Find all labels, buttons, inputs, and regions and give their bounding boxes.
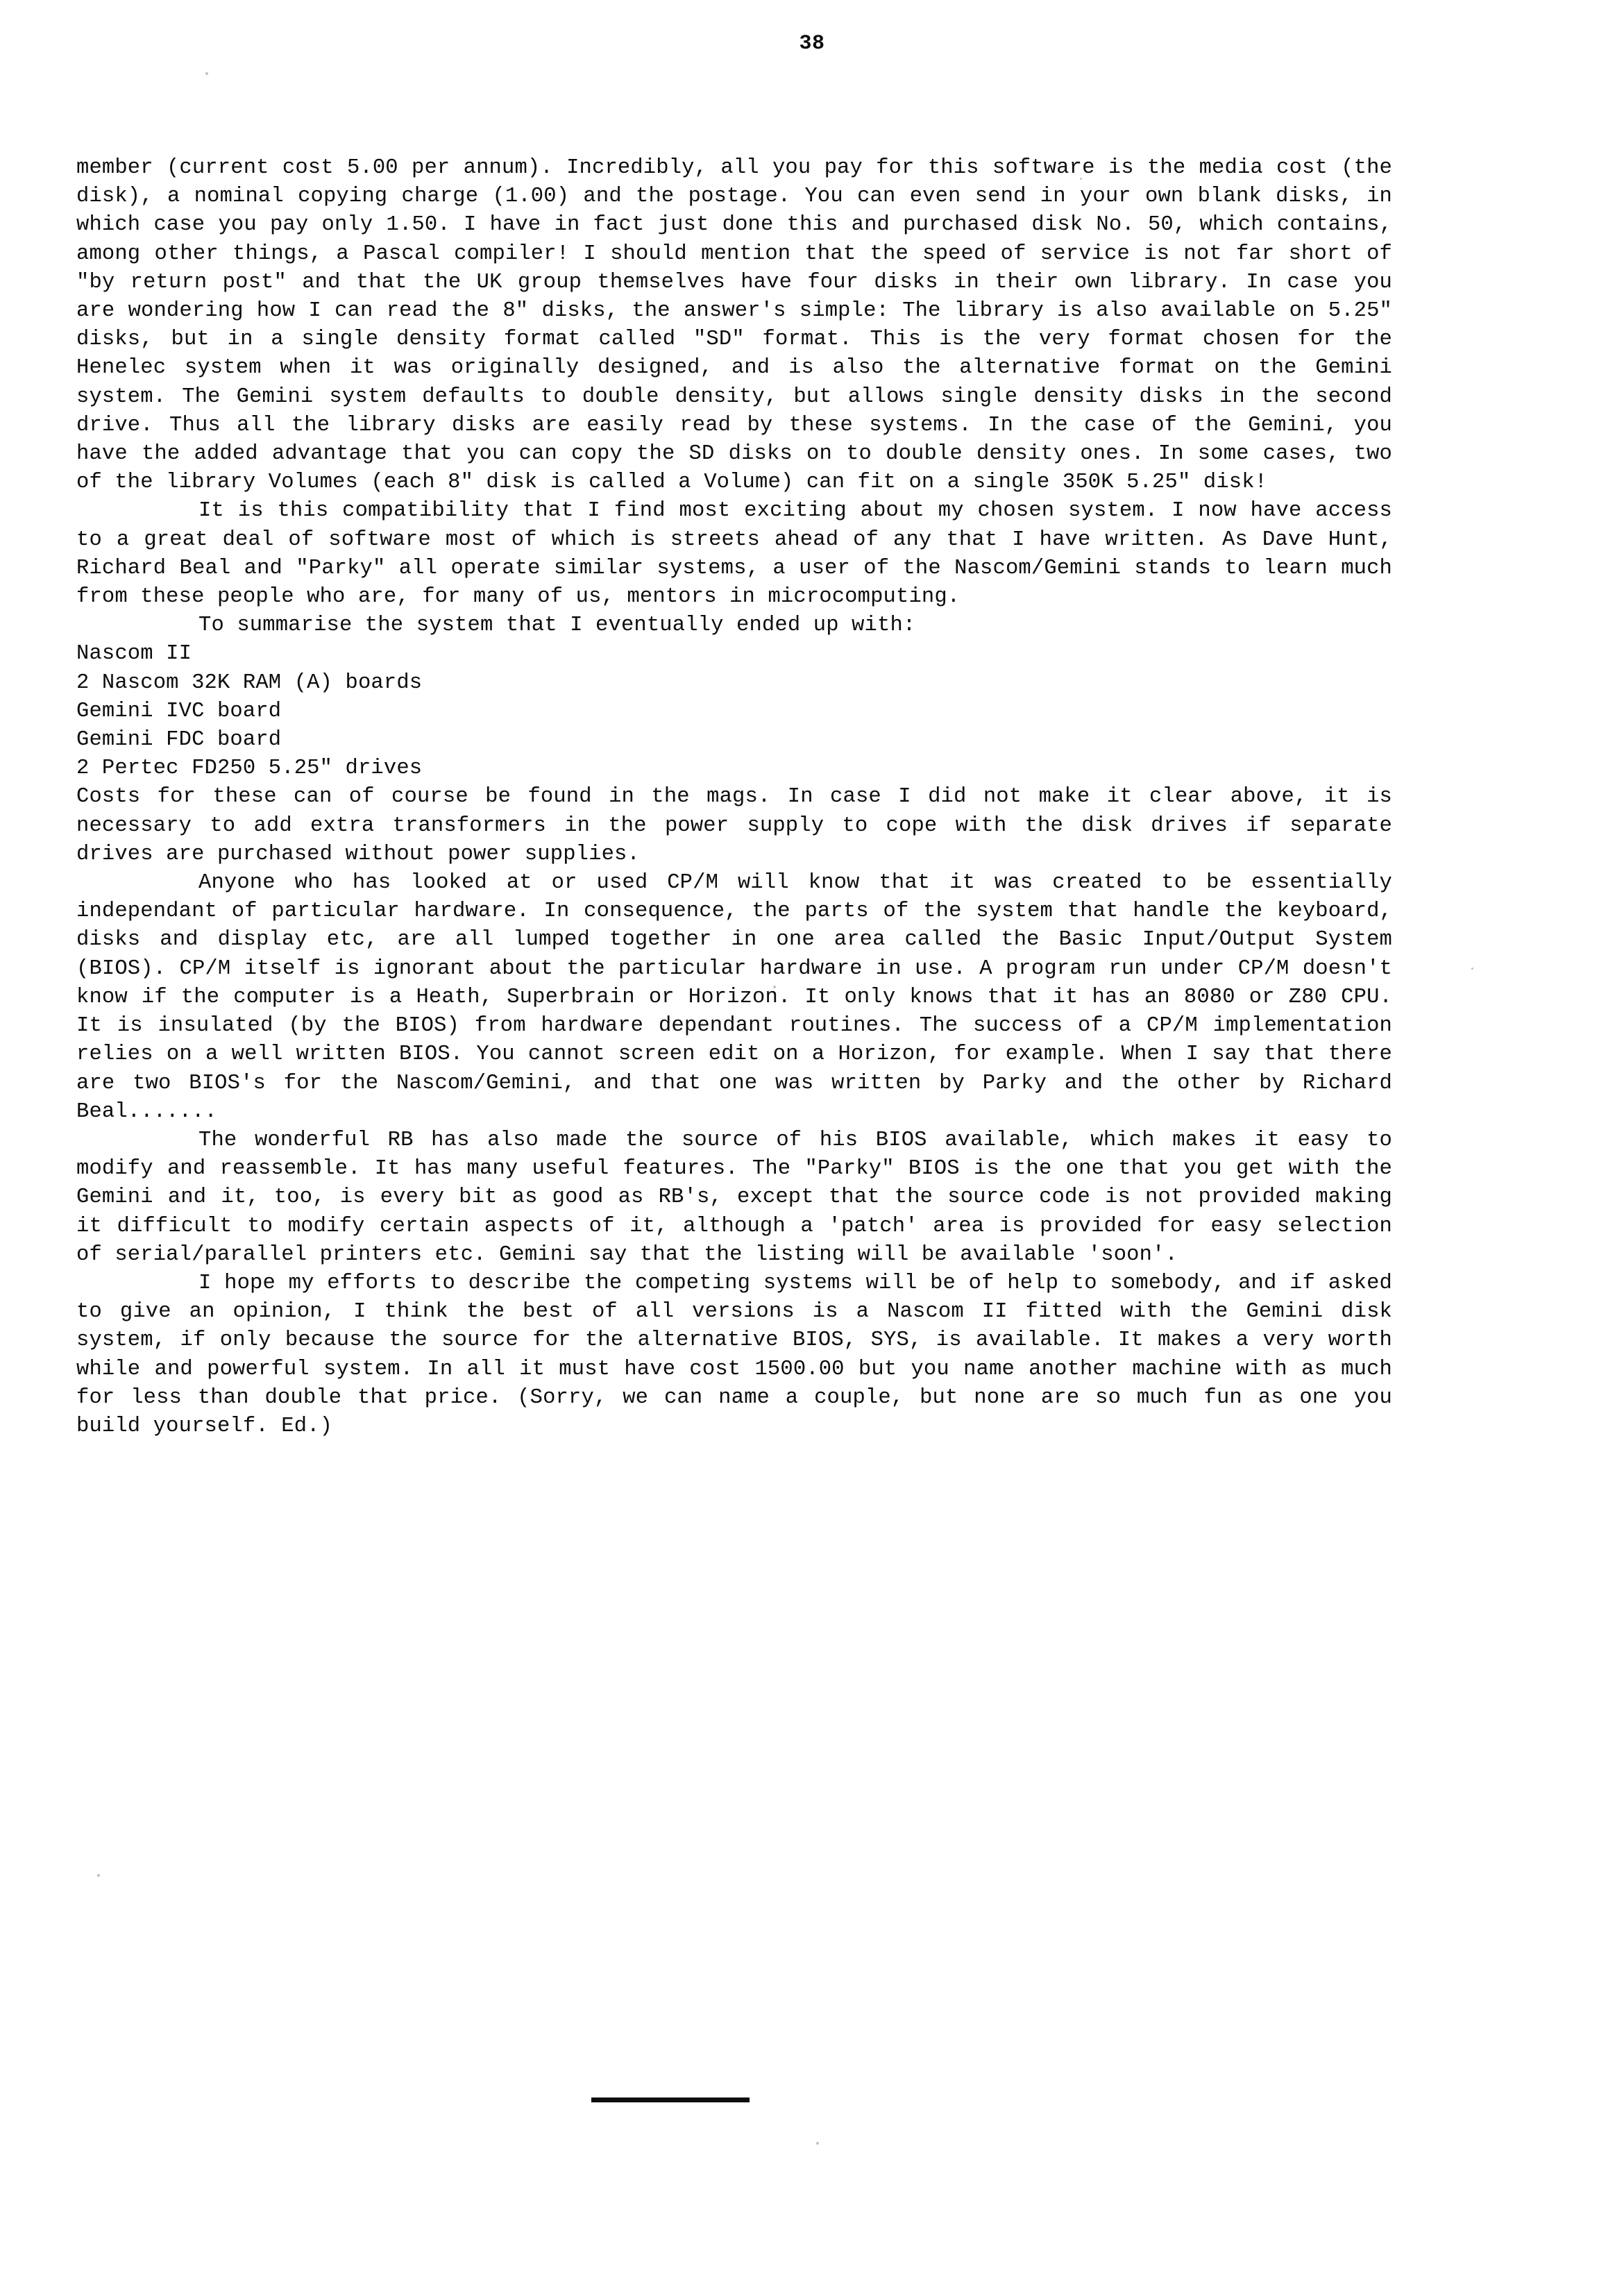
- paragraph-continuation-intro: member (current cost 5.00 per annum). Incredibly, all you pay for this software is the media cost (the disk), a nominal copying charge (1.00) and the postage. You can even send in your own blank disks, in which case you pay only 1.50. I have in fact just done this and purchased disk No. 50, which contains, among other things, a Pascal compiler! I should mention that the speed of service is not far short of "by return post" and that the UK group themselves have four disks in their own library. In case you are wondering how I can read the 8" disks, the answer's simple: The library is also available on 5.25" disks, but in a single density format called "SD" format. This is the very format chosen for the Henelec system when it was originally designed, and is also the alternative format on the Gemini system. The Gemini system defaults to double density, but allows single density disks in the second drive. Thus all the library disks are easily read by these systems. In the case of the Gemini, you have the added advantage that you can copy the SD disks on to double density ones. In some cases, two of the library Volumes (each 8" disk is called a Volume) can fit on a single 350K 5.25" disk!: [76, 156, 1392, 495]
- closing-rule: [591, 2097, 750, 2102]
- scan-speck: [97, 1874, 100, 1877]
- paragraph-costs: Costs for these can of course be found in the mags. In case I did not make it clear above, it is necessary to add extra transformers in the power supply to cope with the disk drives if separate drives are purchased without power supplies.: [76, 785, 1392, 866]
- scan-speck: [816, 2142, 819, 2145]
- spec-list-item: 2 Nascom 32K RAM (A) boards: [76, 670, 423, 695]
- hardware-spec-list: [76, 640, 1392, 783]
- spec-list-item: Gemini IVC board: [76, 699, 282, 723]
- paragraph-compatibility: It is this compatibility that I find most exciting about my chosen system. I now have access to a great deal of software most of which is streets ahead of any that I have written. As Dave Hunt, Richard Beal and "Parky" all operate similar systems, a user of the Nascom/Gemini stands to learn much from these people who are, for many of us, mentors in microcomputing.: [76, 499, 1392, 609]
- page-number: 38: [799, 32, 825, 56]
- spec-list-item: Nascom II: [76, 642, 192, 666]
- paragraph-conclusion: I hope my efforts to describe the competing systems will be of help to somebody, and if asked to give an opinion, I think the best of all versions is a Nascom II fitted with the Gemini disk system, if only because the source for the alternative BIOS, SYS, is available. It makes a very worth while and powerful system. In all it must have cost 1500.00 but you name another machine with as much for less than double that price. (Sorry, we can name a couple, but none are so much fun as one you build yourself. Ed.): [76, 1271, 1392, 1438]
- paragraph-summary-lead: To summarise the system that I eventually ended up with:: [198, 614, 916, 638]
- spec-list-item: Gemini FDC board: [76, 728, 282, 752]
- paragraph-parky-bios: The wonderful RB has also made the source of his BIOS available, which makes it easy to modify and reassemble. It has many useful features. The "Parky" BIOS is the one that you get with the Gemini and it, too, is every bit as good as RB's, except that the source code is not provided making it difficult to modify certain aspects of it, although a 'patch' area is provided for easy selection of serial/parallel printers etc. Gemini say that the listing will be available 'soon'.: [76, 1128, 1392, 1267]
- scan-speck: [1471, 968, 1473, 970]
- spec-list-item: 2 Pertec FD250 5.25" drives: [76, 757, 423, 781]
- paragraph-cpm-bios: Anyone who has looked at or used CP/M will know that it was created to be essentially independant of particular hardware. In consequence, the parts of the system that handle the keyboard, disks and display etc, are all lumped together in one area called the Basic Input/Output System (BIOS). CP/M itself is ignorant about the particular hardware in use. A program run under CP/M doesn't know if the computer is a Heath, Superbrain or Horizon. It only knows that it has an 8080 or Z80 CPU. It is insulated (by the BIOS) from hardware dependant routines. The success of a CP/M implementation relies on a well written BIOS. You cannot screen edit on a Horizon, for example. When I say that there are two BIOS's for the Nascom/Gemini, and that one was written by Parky and the other by Richard Beal.......: [76, 871, 1392, 1124]
- body-text-column: [76, 154, 1392, 1441]
- scan-speck: [205, 72, 208, 75]
